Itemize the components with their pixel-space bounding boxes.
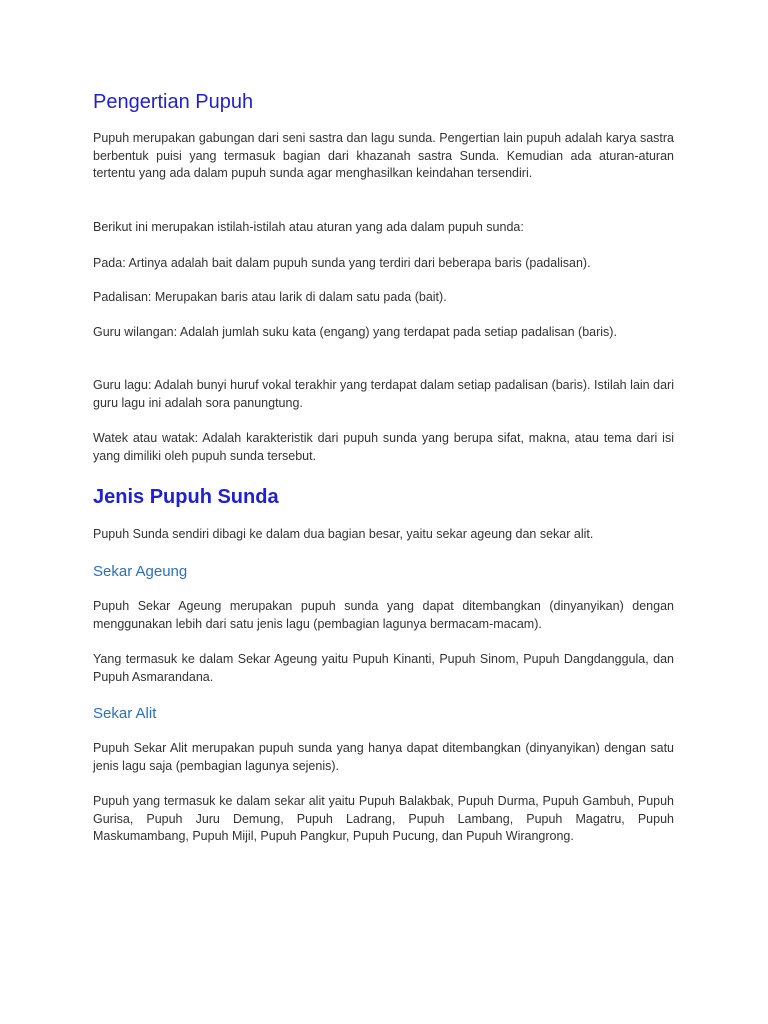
paragraph-padalisan: Padalisan: Merupakan baris atau larik di dalam satu pada (bait). <box>93 290 447 304</box>
paragraph-sekar-ageung-definition: Pupuh Sekar Ageung merupakan pupuh sunda yang dapat ditembangkan (dinyanyikan) dengan menggunakan lebih dari satu jenis lagu (pembagian lagunya bermacam-macam). <box>93 599 674 631</box>
heading-pengertian-pupuh: Pengertian Pupuh <box>93 91 254 113</box>
paragraph-pengertian: Pupuh merupakan gabungan dari seni sastra dan lagu sunda. Pengertian lain pupuh adalah karya sastra berbentuk puisi yang termasuk bagian dari khazanah sastra Sunda. Kemudian ada aturan-aturan tertentu yang ada dalam pupuh sunda agar menghasilkan keindahan tersendiri. <box>93 131 674 181</box>
paragraph-pada: Pada: Artinya adalah bait dalam pupuh sunda yang terdiri dari beberapa baris (padalisan). <box>93 256 591 270</box>
paragraph-sekar-alit-definition: Pupuh Sekar Alit merupakan pupuh sunda yang hanya dapat ditembangkan (dinyanyikan) dengan satu jenis lagu saja (pembagian lagunya sejenis). <box>93 741 674 773</box>
paragraph-sekar-alit-members: Pupuh yang termasuk ke dalam sekar alit yaitu Pupuh Balakbak, Pupuh Durma, Pupuh Gambuh, Pupuh Gurisa, Pupuh Juru Demung, Pupuh Ladrang, Pupuh Lambang, Pupuh Magatru, Pupuh Maskumambang, Pupuh Mijil, Pupuh Pangkur, Pupuh Pucung, dan Pupuh Wirangrong. <box>93 794 674 844</box>
paragraph-guru-wilangan: Guru wilangan: Adalah jumlah suku kata (engang) yang terdapat pada setiap padalisan (baris). <box>93 325 617 339</box>
paragraph-jenis-intro: Pupuh Sunda sendiri dibagi ke dalam dua bagian besar, yaitu sekar ageung dan sekar alit. <box>93 527 594 541</box>
heading-jenis-pupuh-sunda: Jenis Pupuh Sunda <box>93 486 279 508</box>
heading-sekar-alit: Sekar Alit <box>93 705 157 722</box>
paragraph-guru-lagu: Guru lagu: Adalah bunyi huruf vokal terakhir yang terdapat dalam setiap padalisan (baris). Istilah lain dari guru lagu ini adalah sora panungtung. <box>93 378 674 410</box>
paragraph-istilah-intro: Berikut ini merupakan istilah-istilah atau aturan yang ada dalam pupuh sunda: <box>93 220 524 234</box>
paragraph-sekar-ageung-members: Yang termasuk ke dalam Sekar Ageung yaitu Pupuh Kinanti, Pupuh Sinom, Pupuh Dangdanggula, dan Pupuh Asmarandana. <box>93 652 674 684</box>
paragraph-watek: Watek atau watak: Adalah karakteristik dari pupuh sunda yang berupa sifat, makna, atau tema dari isi yang dimiliki oleh pupuh sunda tersebut. <box>93 431 674 463</box>
heading-sekar-ageung: Sekar Ageung <box>93 563 188 580</box>
